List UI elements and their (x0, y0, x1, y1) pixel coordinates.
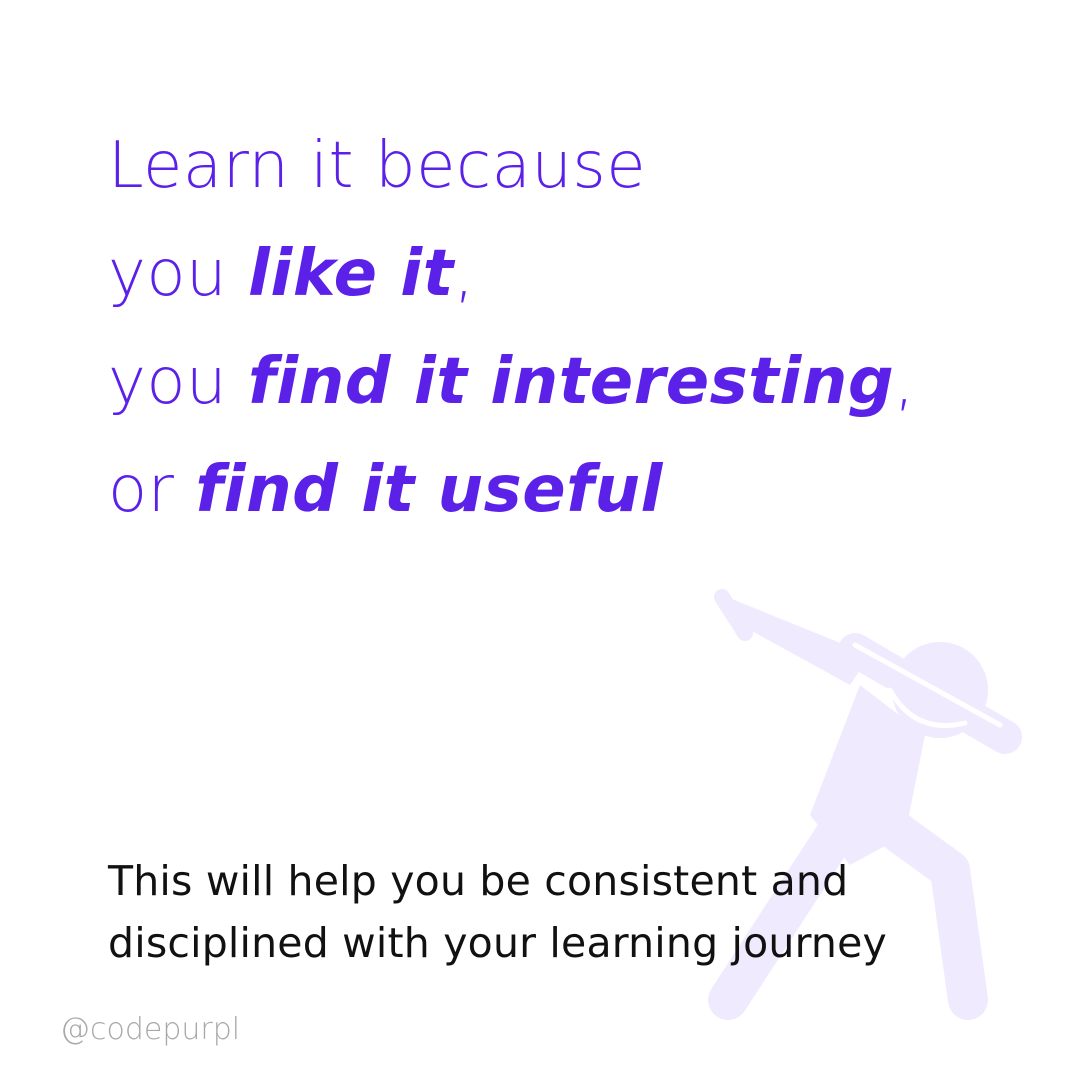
headline-line-4-prefix: or (108, 453, 196, 527)
headline-line-3-suffix: , (894, 345, 915, 419)
headline-line-1: Learn it because (108, 129, 647, 203)
headline-line-2-emphasis: like it (247, 237, 454, 311)
author-handle: @codepurpl (60, 1012, 241, 1047)
headline-line-4-emphasis: find it useful (195, 453, 663, 527)
headline-line-2 (108, 220, 915, 328)
subtext-line-2: disciplined with your learning journey (108, 919, 887, 967)
headline (108, 112, 915, 544)
headline-line-3-prefix: you (108, 345, 248, 419)
headline-line-2-suffix: , (453, 237, 475, 311)
subtext (108, 850, 887, 974)
headline-line-3 (108, 328, 915, 436)
subtext-line-1: This will help you be consistent and (108, 857, 849, 905)
headline-line-4 (108, 436, 915, 544)
headline-line-2-prefix: you (108, 237, 248, 311)
headline-line-3-emphasis: find it interesting (247, 345, 895, 419)
